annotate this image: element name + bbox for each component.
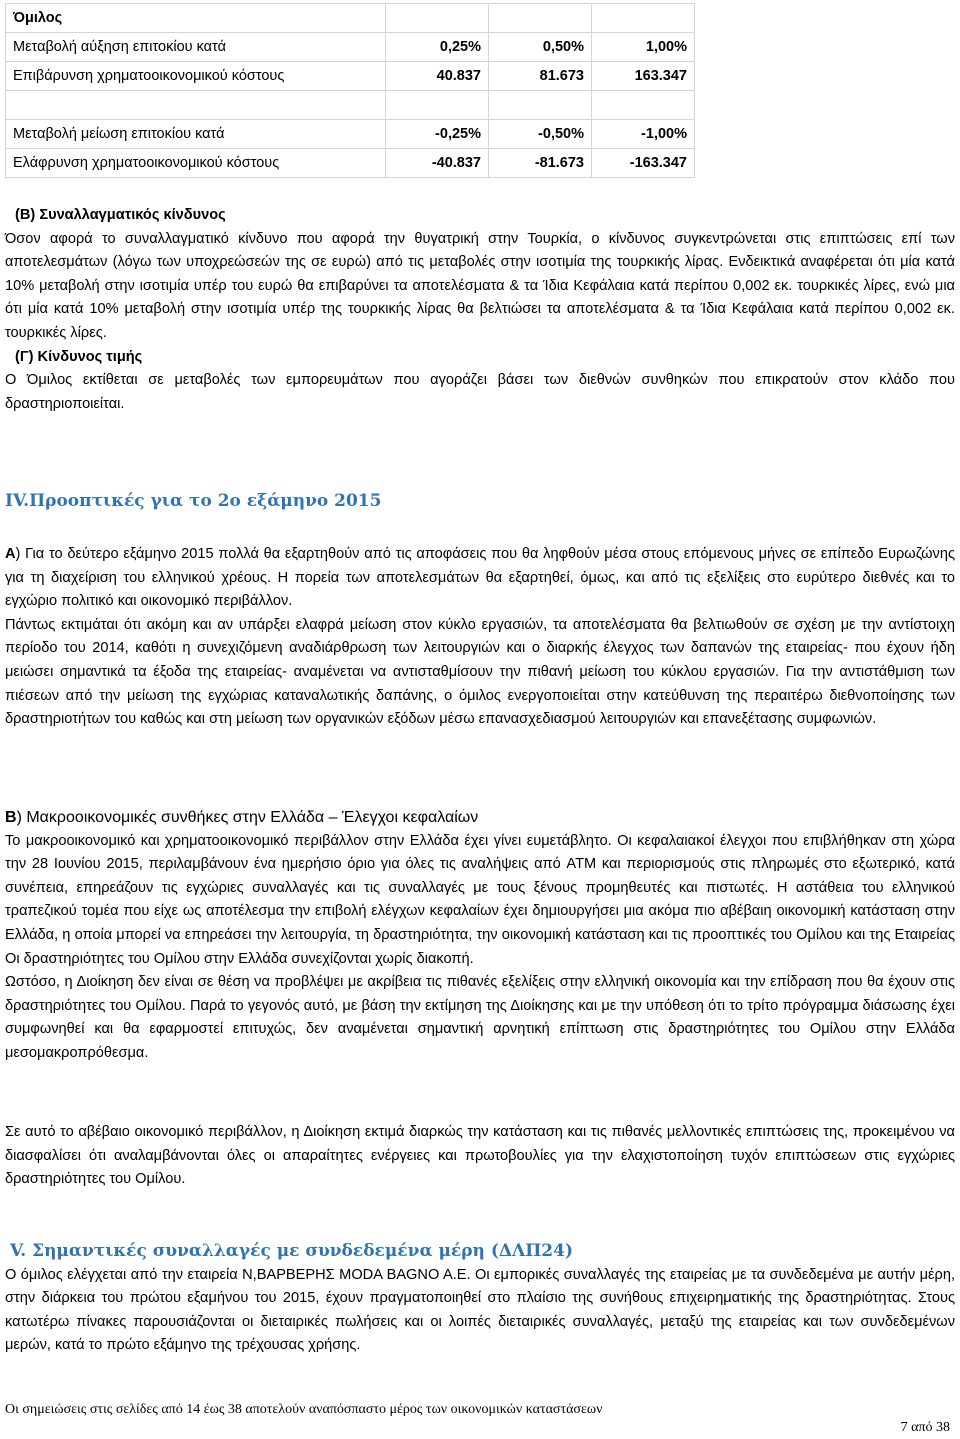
table-blank-row (6, 91, 695, 120)
increase-pct: 1,00% (592, 33, 695, 62)
part-b-paragraph-2: Ωστόσο, η Διοίκηση δεν είναι σε θέση να προβλέψει με ακρίβεια τις πιθανές εξελίξεις στην ελληνική οικονομία και την επίδραση που θα έχουν στις δραστηριότητες του Ομίλου. Παρά το γεγονός αυτό, με βάση την εκτίμηση της Διοίκησης και με την υπόθεση ότι το τρίτο πρόγραμμα διάσωσης έχει συμφωνηθεί και θα εφαρμοστεί επιτυχώς, δεν αναμένεται σημαντική αρνητική επίπτωση στις δραστηριότητες του Ομίλου στην Ελλάδα μεσομακροπρόθεσμα. (5, 974, 955, 1061)
outlook-part-b-closing (5, 1121, 955, 1192)
cost-down-value: -40.837 (386, 149, 489, 178)
table-title-row (6, 4, 695, 33)
part-b-paragraph-1: Το μακροοικονομικό και χρηματοοικονομικό περιβάλλον στην Ελλάδα έχει γίνει ευμετάβλητο. Οι κεφαλαιακοί έλεγχοι που επιβλήθηκαν στη χώρα την 28 Ιουνίου 2015, περιλαμβάνουν ένα ημερήσιο όριο για όλες τις αναλήψεις από ATM και περιορισμούς στις πληρωμές στο εξωτερικό, κατά συνέπεια, επηρεάζουν τις εγχώριες συναλλαγές και τις συναλλαγές με τους ξένους προμηθευτές και πιστωτές. Η αστάθεια του ελληνικού τραπεζικού τομέα που είχε ως αποτέλεσμα την επιβολή ελέγχων κεφαλαίων έχει δημιουργήσει μια ακόμα πιο αβέβαιη οικονομική κατάσταση στην Ελλάδα, η οποία μπορεί να επηρεάσει την λειτουργία, τη δραστηριότητα, την οικονομική κατάσταση και τις προοπτικές του Ομίλου και της Εταιρείας Οι δραστηριότητες του Ομίλου στην Ελλάδα συνεχίζονται χωρίς διακοπή. (5, 832, 955, 967)
decrease-label: Μεταβολή μείωση επιτοκίου κατά (6, 120, 386, 149)
price-risk-heading: (Γ) Κίνδυνος τιμής (15, 348, 143, 365)
related-party-heading: V. Σημαντικές συναλλαγές με συνδεδεμένα μέρη (ΔΛΠ24) (10, 1241, 574, 1261)
increase-pct: 0,50% (489, 33, 592, 62)
price-risk-body: Ο Όμιλος εκτίθεται σε μεταβολές των εμπορευμάτων που αγοράζει βάσει των διεθνών συνθηκών που επικρατούν στον κλάδο που δραστηριοποιείται. (5, 372, 955, 412)
table-row (6, 149, 695, 178)
footer-note: Οι σημειώσεις στις σελίδες από 14 έως 38 αποτελούν αναπόσπαστο μέρος των οικονομικών καταστάσεων (5, 1402, 603, 1417)
page-number: 7 από 38 (900, 1420, 950, 1435)
cost-down-value: -81.673 (489, 149, 592, 178)
cost-up-value: 163.347 (592, 62, 695, 91)
part-b-paragraph-3: Σε αυτό το αβέβαιο οικονομικό περιβάλλον, η Διοίκηση εκτιμά διαρκώς την κατάσταση και τις πιθανές μελλοντικές επιπτώσεις της, προκειμένου να διασφαλίσει ότι αναλαμβάνονται όλες οι απαραίτητες ενέργειες και πρωτοβουλίες για την ελαχιστοποίηση τυχόν επιπτώσεων στις εγχώριες δραστηριότητες του Ομίλου. (5, 1124, 955, 1188)
currency-risk-body: Όσον αφορά το συναλλαγματικό κίνδυνο που αφορά την θυγατρική στην Τουρκία, ο κίνδυνος συγκεντρώνεται στις επιπτώσεις επί των αποτελεσμάτων (λόγω των υποχρεώσεών της σε ευρώ) από τις μεταβολές στην ισοτιμία της τουρκικής λίρας. Ενδεικτικά αναφέρεται ότι μία κατά 10% μεταβολή στην ισοτιμία υπέρ του ευρώ θα επιβαρύνει τα αποτελέσματα & τα Ίδια Κεφάλαια κατά περίπου 0,002 εκ. τουρκικές λίρες, ενώ μια ότι μία κατά 10% μεταβολή στην ισοτιμία υπέρ της τουρκικής λίρας θα βελτιώσει τα αποτελέσματα & τα Ίδια Κεφάλαια κατά περίπου 0,002 εκ. τουρκικές λίρες. (5, 230, 955, 341)
cost-down-label: Ελάφρυνση χρηματοοικονομικού κόστους (6, 149, 386, 178)
increase-label: Μεταβολή αύξηση επιτοκίου κατά (6, 33, 386, 62)
cost-up-value: 81.673 (489, 62, 592, 91)
part-b-marker: Β (5, 809, 17, 826)
related-party-section (5, 1240, 955, 1358)
interest-sensitivity-table (5, 3, 695, 178)
currency-risk-heading: (Β) Συναλλαγματικός κίνδυνος (15, 207, 226, 223)
cost-up-label: Επιβάρυνση χρηματοοικονομικού κόστους (6, 62, 386, 91)
outlook-part-b (5, 806, 955, 1066)
table-row (6, 120, 695, 149)
table-row (6, 62, 695, 91)
increase-pct: 0,25% (386, 33, 489, 62)
table-title: Όμιλος (6, 4, 386, 33)
outlook-part-a (5, 543, 955, 732)
outlook-heading: IV.Προοπτικές για το 2ο εξάμηνο 2015 (5, 491, 382, 511)
part-b-heading: ) Μακροοικονομικές συνθήκες στην Ελλάδα – Έλεγχοι κεφαλαίων (16, 809, 479, 826)
part-a-paragraph-2: Πάντως εκτιμάται ότι ακόμη και αν υπάρξει ελαφρά μείωση στον κύκλο εργασιών, τα αποτελέσματα θα βελτιωθούν σε σχέση με την αντίστοιχη περίοδο του 2014, καθότι η συνεχιζόμενη αναδιάρθρωση των λειτουργιών και ο διαρκής έλεγχος των δαπανών της εταιρείας- που έχουν ήδη μειώσει σημαντικά τα έξοδα της εταιρείας- αναμένεται να αντισταθμίσουν την πιθανή μείωση του κύκλου εργασιών. Για την αντιστάθμιση των πιέσεων από την μείωση της εγχώριας καταναλωτικής δαπάνης, ο όμιλος ενεργοποιείται στην κατεύθυνση της περαιτέρω διεθνοποίησης των δραστηριοτήτων του καθώς και στη μείωση των οργανικών εξόδων μέσω επανασχεδιασμού λειτουργιών και επανεξέτασης συμφωνιών. (5, 616, 955, 728)
part-a-paragraph-1: ) Για το δεύτερο εξάμηνο 2015 πολλά θα εξαρτηθούν από τις αποφάσεις που θα ληφθούν μέσα στους επόμενους μήνες σε επίπεδο Ευρωζώνης για τη διαχείριση του ελληνικού χρέους. Η πορεία των αποτελεσμάτων θα εξαρτηθεί, όμως, και από τις εξελίξεις στο ευρύτερο διεθνές και το εγχώριο πολιτικό και οικονομικό περιβάλλον. (5, 546, 955, 610)
cost-down-value: -163.347 (592, 149, 695, 178)
part-a-marker: Α (5, 546, 16, 562)
decrease-pct: -0,50% (489, 120, 592, 149)
table-row (6, 33, 695, 62)
decrease-pct: -1,00% (592, 120, 695, 149)
related-party-body: Ο όμιλος ελέγχεται από την εταιρεία Ν,ΒΑΡΒΕΡΗΣ MODA BAGNO A.E. Οι εμπορικές συναλλαγές της εταιρείας με τα συνδεδεμένα με αυτήν μέρη, στην διάρκεια του πρώτου εξαμήνου του 2015, έχουν πραγματοποιηθεί στο πλαίσιο της συνήθους επιχειρηματικής της δραστηριότητας. Στους κατωτέρω πίνακες παρουσιάζονται οι διεταιρικές πωλήσεις και οι λοιπές διεταιρικές συναλλαγές, μεταξύ της εταιρείας και των συνδεδεμένων μερών, κατά το πρώτο εξάμηνο της τρέχουσας χρήσης. (5, 1266, 955, 1354)
outlook-section (5, 490, 955, 514)
risk-section (5, 204, 955, 416)
decrease-pct: -0,25% (386, 120, 489, 149)
cost-up-value: 40.837 (386, 62, 489, 91)
